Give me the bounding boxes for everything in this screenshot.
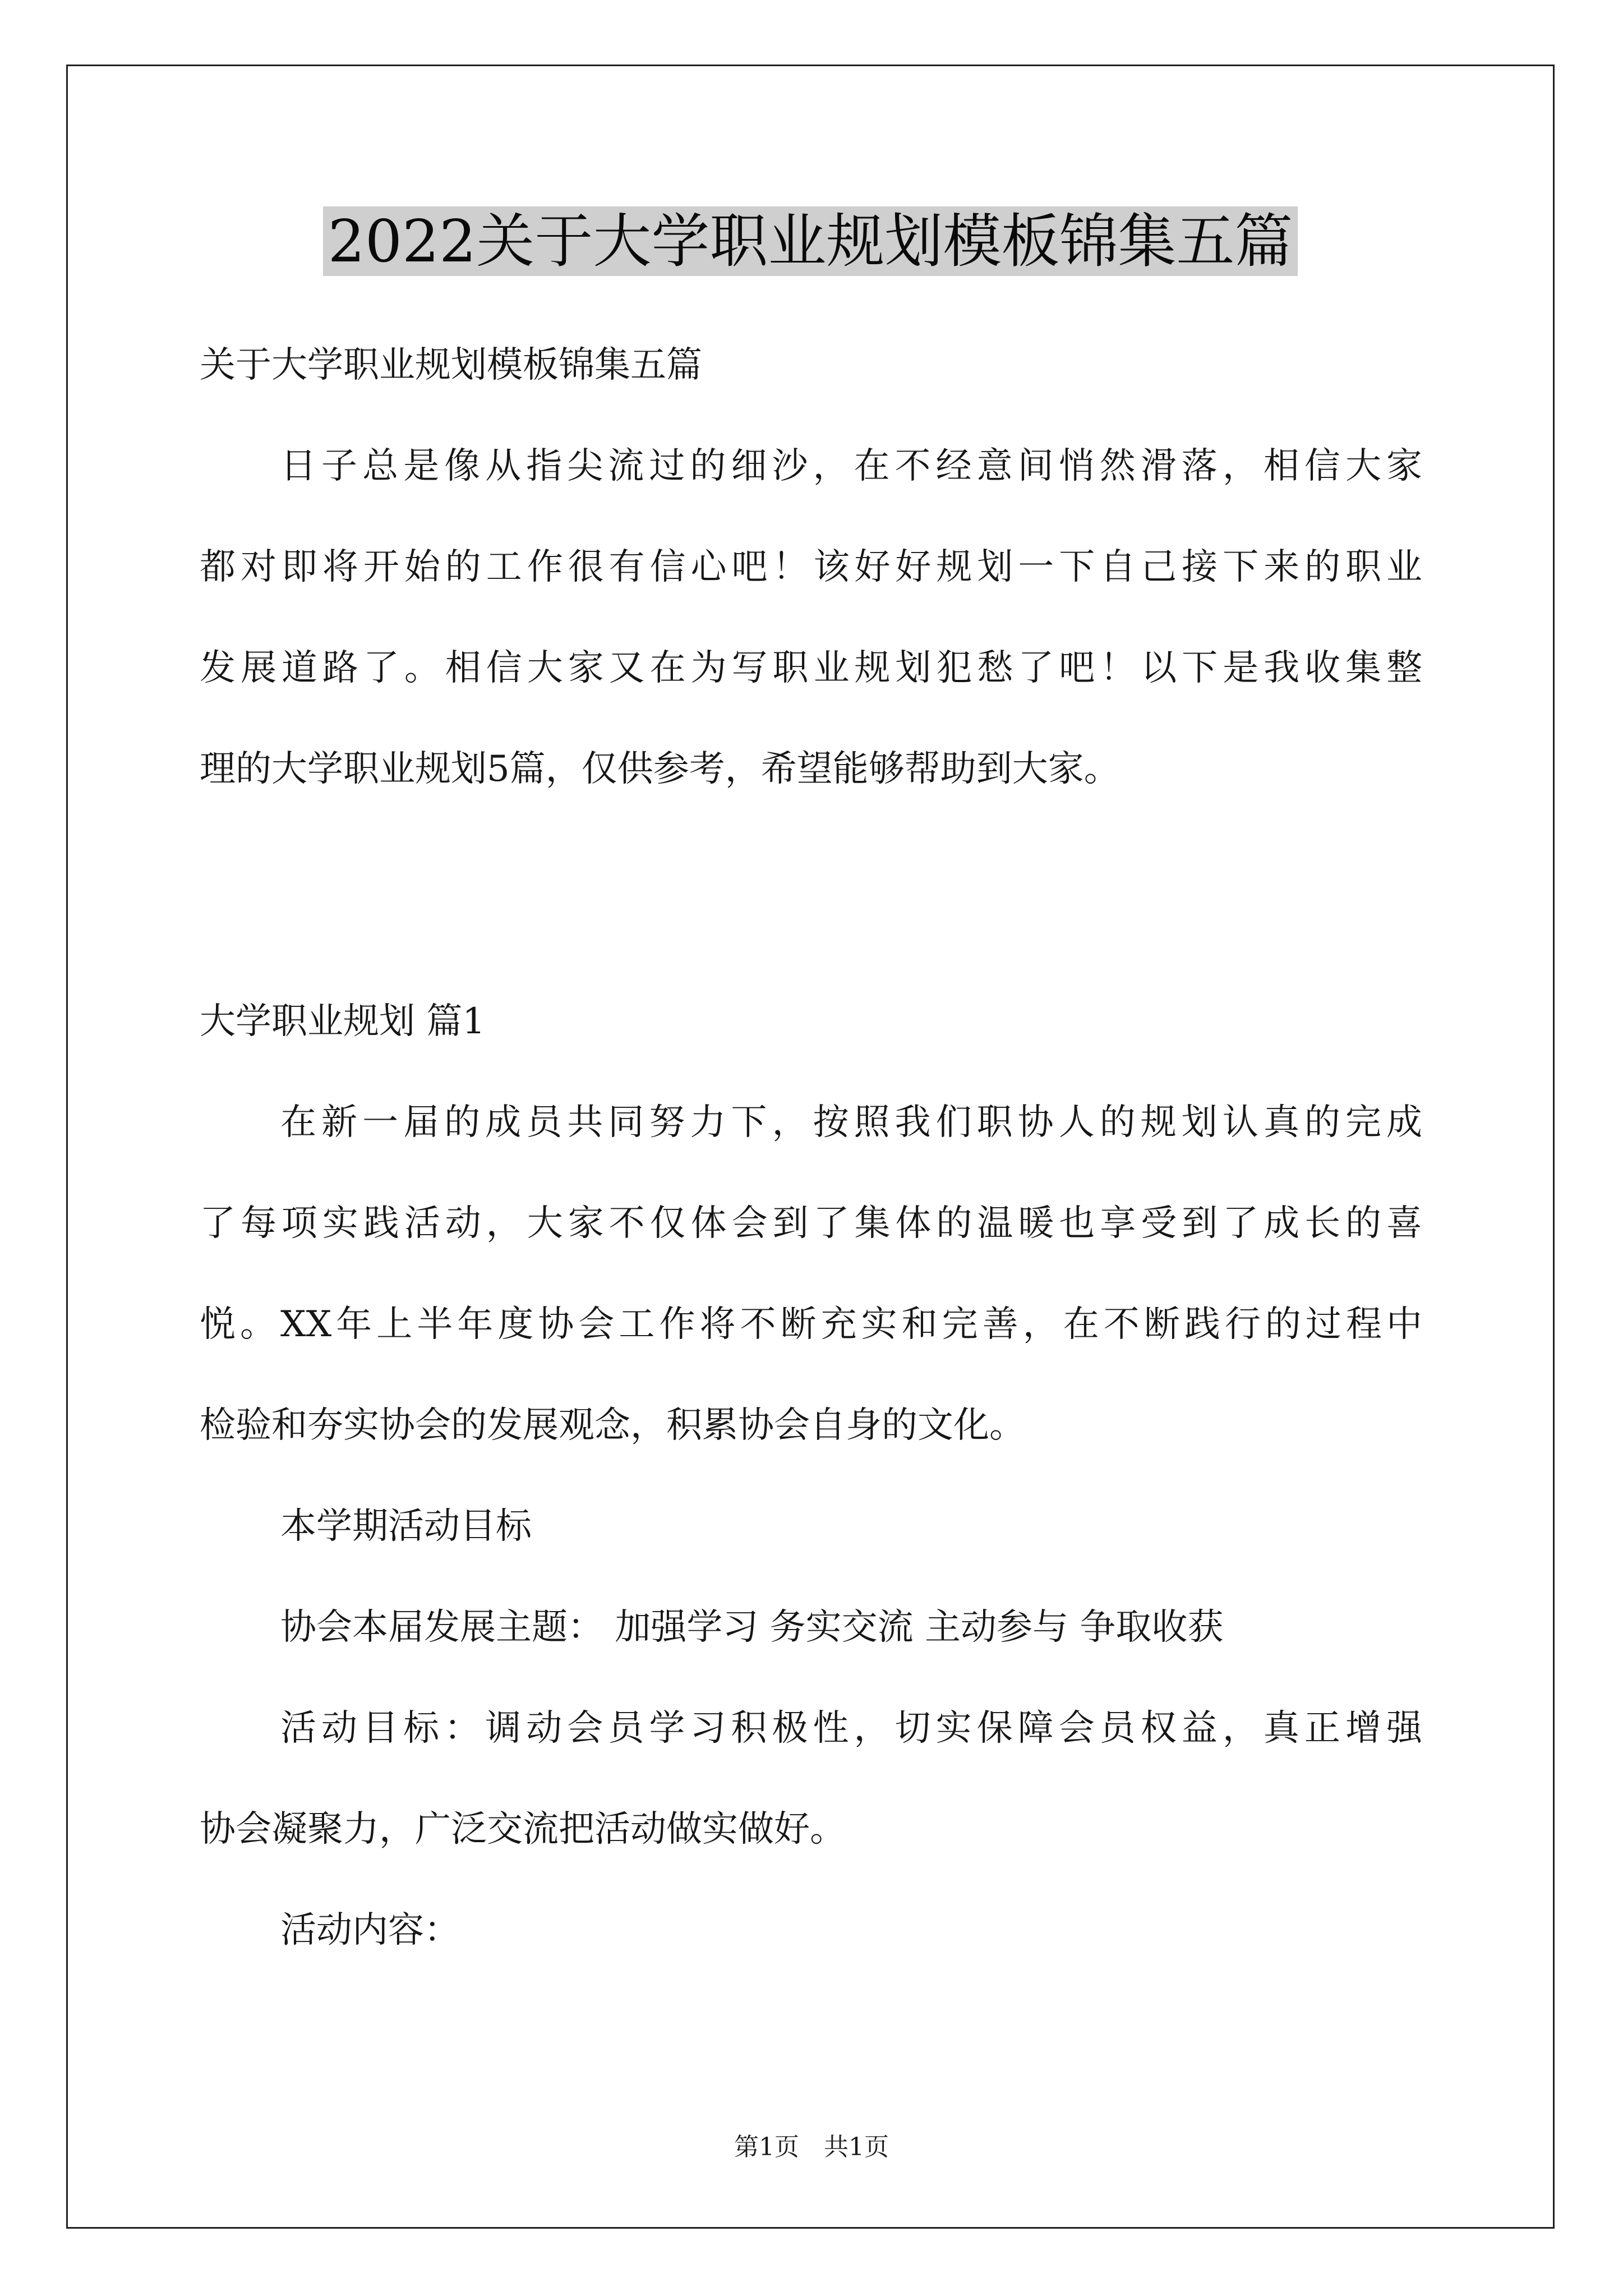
section-line-3: 悦。XX年上半年度协会工作将不断充实和完善，在不断践行的过程中 (200, 1304, 1422, 1345)
goal-heading: 本学期活动目标 (280, 1506, 532, 1547)
content-heading: 活动内容： (280, 1910, 460, 1951)
section-line-2: 了每项实践活动，大家不仅体会到了集体的温暖也享受到了成长的喜 (200, 1203, 1422, 1244)
goal-line-1: 活动目标：调动会员学习积极性，切实保障会员权益，真正增强 (280, 1708, 1422, 1749)
theme-line: 协会本届发展主题： 加强学习 务实交流 主动参与 争取收获 (280, 1607, 1224, 1648)
document-subtitle: 关于大学职业规划模板锦集五篇 (200, 344, 702, 386)
intro-line-1: 日子总是像从指尖流过的细沙，在不经意间悄然滑落，相信大家 (280, 445, 1422, 487)
intro-line-3: 发展道路了。相信大家又在为写职业规划犯愁了吧！以下是我收集整 (200, 647, 1422, 689)
section-line-4: 检验和夯实协会的发展观念，积累协会自身的文化。 (200, 1405, 1025, 1446)
intro-line-4: 理的大学职业规划5篇，仅供参考，希望能够帮助到大家。 (200, 748, 1120, 790)
page-footer: 第1页 共1页 (734, 2133, 889, 2161)
intro-line-2: 都对即将开始的工作很有信心吧！该好好规划一下自己接下来的职业 (200, 546, 1422, 588)
document-title: 2022关于大学职业规划模板锦集五篇 (323, 206, 1298, 276)
section-line-1: 在新一届的成员共同努力下，按照我们职协人的规划认真的完成 (280, 1102, 1422, 1143)
goal-line-2: 协会凝聚力，广泛交流把活动做实做好。 (200, 1809, 846, 1850)
section-heading: 大学职业规划 篇1 (200, 1001, 486, 1042)
